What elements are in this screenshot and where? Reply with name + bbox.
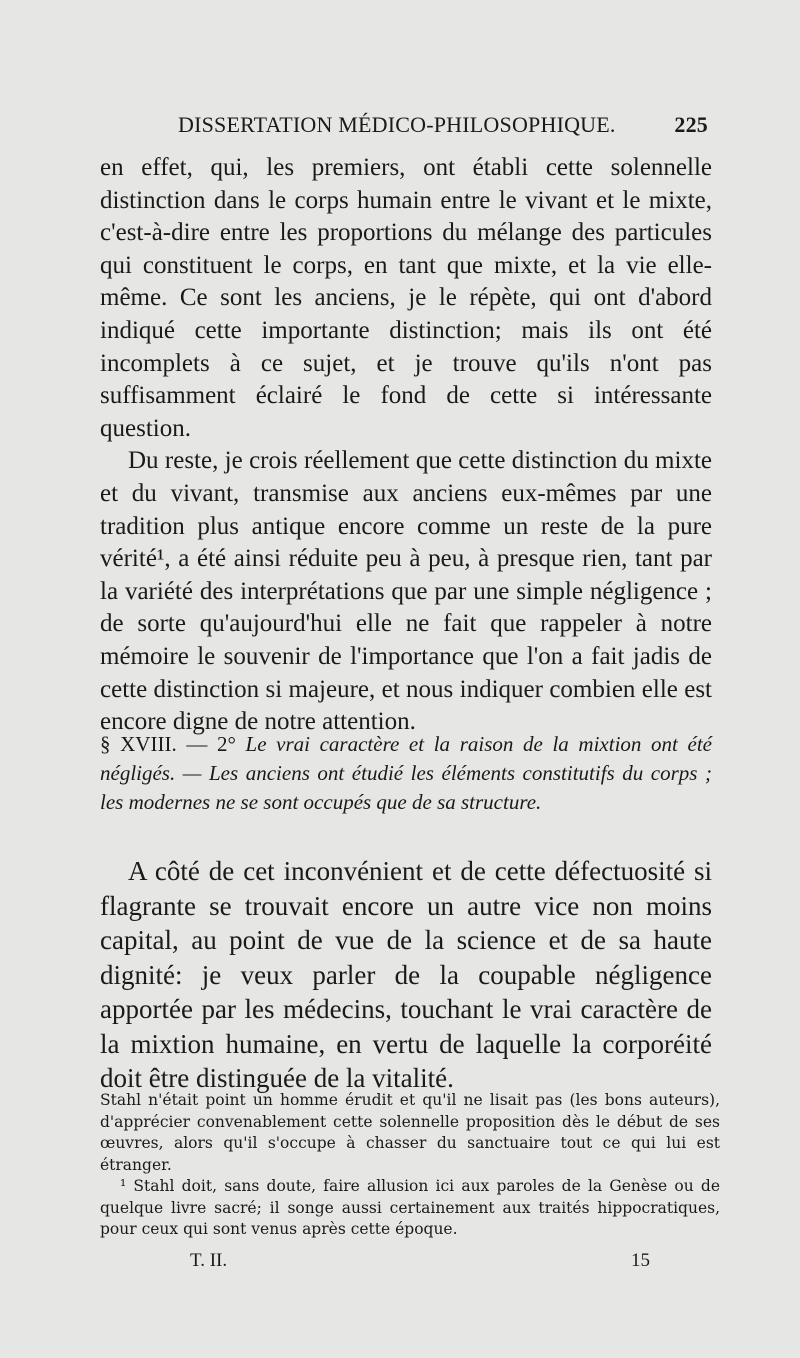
footnote-1: ¹ Stahl doit, sans doute, faire allusion ici aux paroles de la Genèse ou de quelque livre sacré; il songe aussi certainement aux traités hippocratiques, pour ceux qui sont venus après cette époque. (100, 1177, 720, 1238)
paragraph-2: Du reste, je crois réellement que cette distinction du mixte et du vivant, transmise aux anciens eux-mêmes par une tradition plus antique encore comme un reste de la pure vérité¹, a été ainsi réduite peu à peu, à presque rien, tant par la variété des interprétations que par une simple négligence ; de sorte qu'aujourd'hui elle ne fait que rappeler à notre mémoire le souvenir de l'importance que l'on a fait jadis de cette distinction si majeure, et nous indiquer combien elle est encore digne de notre attention. (100, 447, 712, 736)
footnotes (100, 1090, 720, 1241)
footnote-continuation: Stahl n'était point un homme érudit et qu'il ne lisait pas (les bons auteurs), d'apprécier convenablement cette solennelle proposition dès le début de ses œuvres, alors qu'il s'occupe à chasser du sanctuaire tout ce qui lui est étranger. (100, 1091, 720, 1174)
paragraph-1: en effet, qui, les premiers, ont établi cette solennelle distinction dans le corps humain entre le vivant et le mixte, c'est-à-dire entre les proportions du mélange des particules qui constituent le corps, en tant que mixte, et la vie elle-même. Ce sont les anciens, je le répète, qui ont d'abord indiqué cette importante distinction; mais ils ont été incomplets à ce sujet, et je trouve qu'ils n'ont pas suffisamment éclairé le fond de cette si intéressante question. (100, 154, 712, 442)
paragraph-3: A côté de cet inconvénient et de cette défectuosité si flagrante se trouvait encore un autre vice non moins capital, au point de vue de la science et de sa haute dignité: je veux parler de la coupable négligence apportée par les médecins, touchant le vrai caractère de la mixtion humaine, en vertu de laquelle la corporéité doit être distinguée de la vitalité. (100, 856, 712, 1093)
volume-mark: T. II. (190, 1250, 228, 1271)
running-header (178, 112, 708, 144)
running-title: DISSERTATION MÉDICO-PHILOSOPHIQUE. (178, 112, 616, 137)
section-text-block (100, 854, 712, 1096)
main-text-block (100, 152, 712, 739)
printer-signature (190, 1250, 650, 1276)
page-number: 225 (674, 112, 708, 137)
section-title: Le vrai caractère et la raison de la mixtion ont été négligés. — Les anciens ont étudié les éléments constitutifs du corps ; les modernes ne se sont occupés que de sa structure. (100, 732, 713, 814)
sheet-number: 15 (631, 1250, 650, 1271)
section-number: § XVIII. — 2° (100, 732, 236, 756)
section-heading (100, 730, 712, 817)
